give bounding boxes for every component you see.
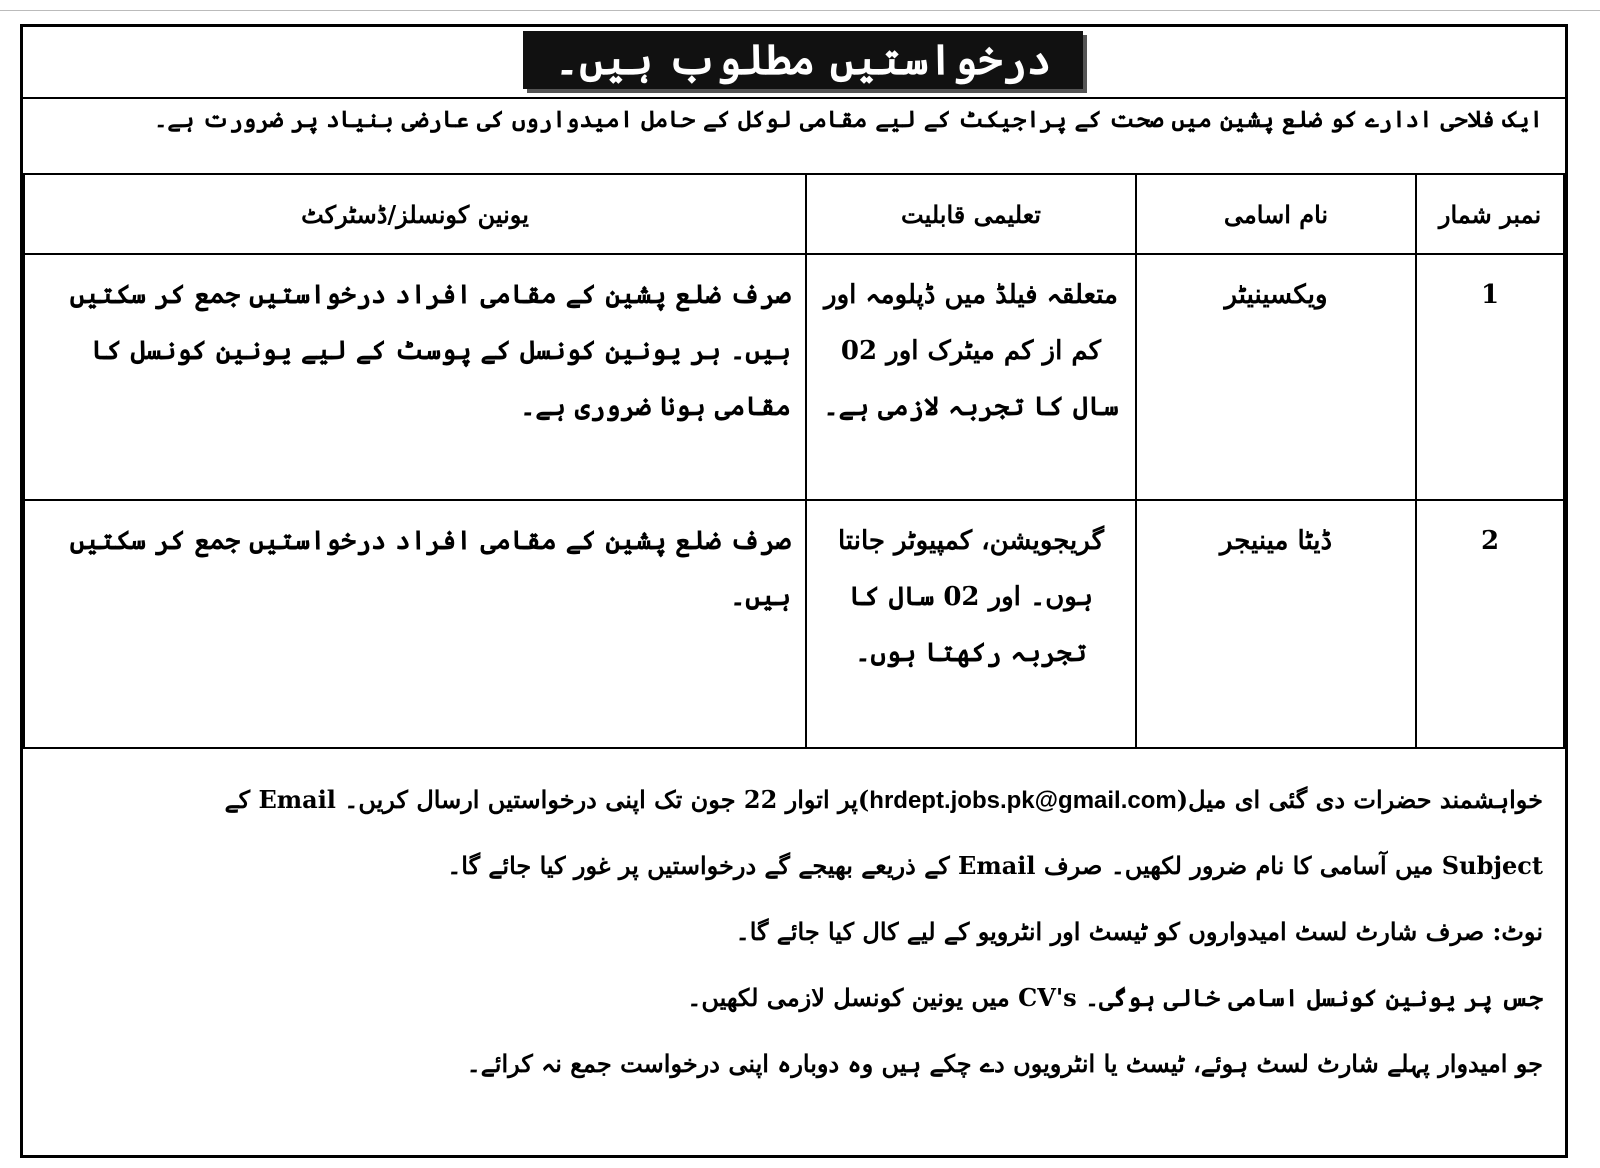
header-number: نمبر شمار (1416, 174, 1564, 254)
table-row (24, 254, 1564, 500)
note-line: نوٹ: صرف شارٹ لسٹ امیدواروں کو ٹیسٹ اور انٹرویو کے لیے کال کیا جائے گا۔ (735, 917, 1543, 946)
jobs-table (23, 173, 1565, 749)
row-post: ڈیٹا مینیجر (1136, 500, 1416, 748)
ad-title: درخواستیں مطلوب ہیں۔ (523, 31, 1083, 89)
header-qualification: تعلیمی قابلیت (806, 174, 1136, 254)
intro-text: ایک فلاحی ادارے کو ضلع پشین میں صحت کے پراجیکٹ کے لیے مقامی لوکل کے حامل امیدواروں کی عارضی بنیاد پر ضرورت ہے۔ (153, 106, 1543, 133)
header-area: یونین کونسلز/ڈسٹرکٹ (24, 174, 806, 254)
table-header-row (24, 174, 1564, 254)
row-area: صرف ضلع پشین کے مقامی افراد درخواستیں جمع کر سکتیں ہیں۔ ہر یونین کونسل کے پوسٹ کے لیے یونین کونسل کا مقامی ہونا ضروری ہے۔ (24, 254, 806, 500)
row-qualification: متعلقہ فیلڈ میں ڈپلومہ اور کم از کم میٹرک اور 02 سال کا تجربہ لازمی ہے۔ (806, 254, 1136, 500)
instruction-line-1 (43, 767, 1543, 833)
instruction-line-4: جس پر یونین کونسل اسامی خالی ہوگی۔ CV's میں یونین کونسل لازمی لکھیں۔ (687, 983, 1543, 1012)
instruction-line-5: جو امیدوار پہلے شارٹ لسٹ ہوئے، ٹیسٹ یا انٹرویوں دے چکے ہیں وہ دوبارہ اپنی درخواست جمع نہ کرائے۔ (466, 1049, 1543, 1078)
top-edge-rule (0, 0, 1600, 11)
instruction-line-2: Subject میں آسامی کا نام ضرور لکھیں۔ صرف Email کے ذریعے بھیجے گے درخواستیں پر غور کیا جائے گا۔ (447, 851, 1543, 880)
header-post: نام اسامی (1136, 174, 1416, 254)
instruction-line-1-start: خواہشمند حضرات دی گئی ای میل( (1176, 785, 1543, 814)
instructions (43, 767, 1543, 1097)
row-post: ویکسینیٹر (1136, 254, 1416, 500)
row-number: 2 (1416, 500, 1564, 748)
job-advertisement (20, 24, 1568, 1158)
contact-email[interactable]: hrdept.jobs.pk@gmail.com (869, 787, 1177, 814)
title-row (23, 27, 1565, 99)
table-row (24, 500, 1564, 748)
instruction-line-1-end: )پر اتوار 22 جون تک اپنی درخواستیں ارسال کریں۔ Email کے (224, 785, 870, 814)
row-number: 1 (1416, 254, 1564, 500)
row-qualification: گریجویشن، کمپیوٹر جانتا ہوں۔ اور 02 سال کا تجربہ رکھتا ہوں۔ (806, 500, 1136, 748)
row-area: صرف ضلع پشین کے مقامی افراد درخواستیں جمع کر سکتیں ہیں۔ (24, 500, 806, 748)
